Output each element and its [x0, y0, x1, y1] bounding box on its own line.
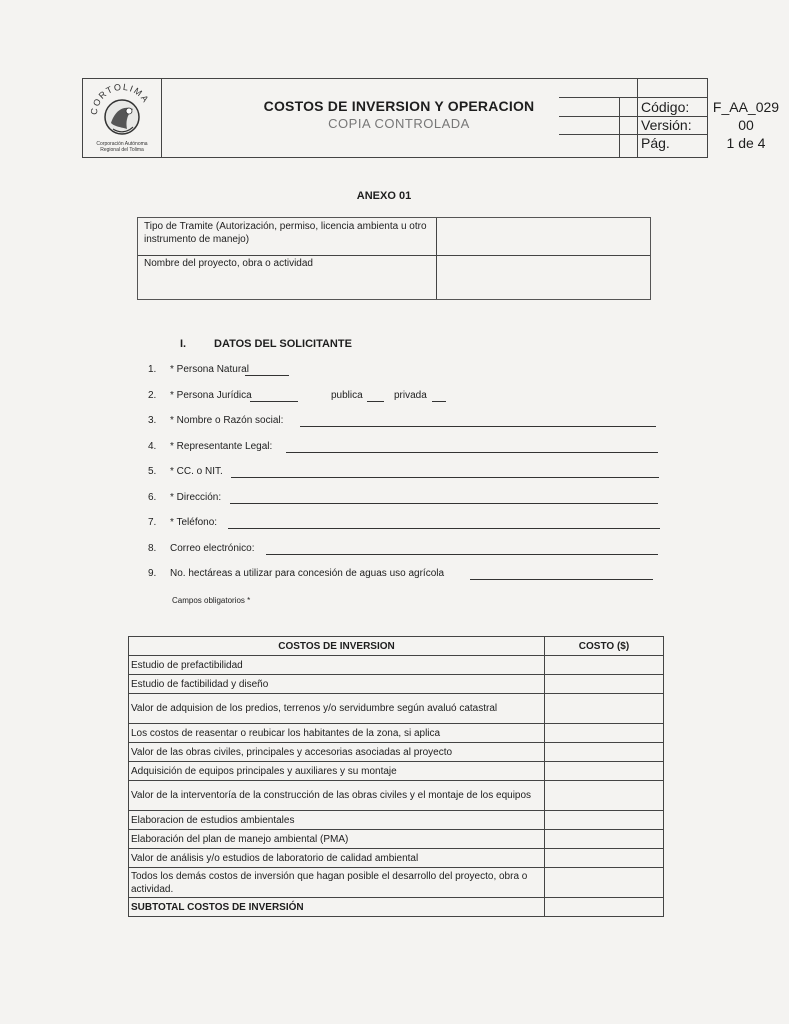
costos-inversion-header: COSTOS DE INVERSION	[129, 637, 545, 656]
table-row	[129, 811, 664, 830]
tramite-table	[137, 217, 651, 300]
cost-value-cell[interactable]	[545, 811, 664, 830]
section-title: DATOS DEL SOLICITANTE	[214, 338, 352, 350]
pag-value: 1 de 4	[726, 135, 766, 151]
divider	[559, 134, 707, 135]
logo-arc-text: CORTOLIMA	[89, 83, 152, 116]
divider	[619, 97, 620, 157]
persona-juridica-blank[interactable]	[250, 390, 298, 402]
field-label: * Nombre o Razón social:	[170, 415, 284, 426]
telefono-blank[interactable]	[228, 517, 660, 529]
section-number: I.	[180, 338, 187, 350]
divider	[436, 218, 437, 299]
table-row	[129, 656, 664, 675]
document-subtitle: COPIA CONTROLADA	[328, 116, 470, 131]
field-number: 7.	[148, 517, 157, 528]
cost-value-cell[interactable]	[545, 656, 664, 675]
costos-inversion-table	[128, 636, 664, 917]
field-number: 2.	[148, 390, 157, 401]
privada-label: privada	[394, 390, 427, 401]
anexo-title: ANEXO 01	[356, 190, 412, 202]
table-row	[129, 694, 664, 724]
field-label: * Teléfono:	[170, 517, 218, 528]
field-label: Correo electrónico:	[170, 543, 255, 554]
cost-item-label: Los costos de reasentar o reubicar los habitantes de la zona, si aplica	[129, 724, 545, 743]
cost-item-label: Valor de las obras civiles, principales y accesorias asociadas al proyecto	[129, 743, 545, 762]
field-label: * Persona Natural	[170, 364, 249, 375]
version-row	[637, 116, 789, 136]
table-row	[129, 830, 664, 849]
field-number: 8.	[148, 543, 157, 554]
cost-value-cell[interactable]	[545, 849, 664, 868]
cost-item-label: Valor de análisis y/o estudios de laboratorio de calidad ambiental	[129, 849, 545, 868]
field-number: 1.	[148, 364, 157, 375]
table-row	[129, 781, 664, 811]
field-label: * CC. o NIT.	[170, 466, 223, 477]
cost-value-cell[interactable]	[545, 724, 664, 743]
field-number: 3.	[148, 415, 157, 426]
cost-item-label: Elaboración del plan de manejo ambiental (PMA)	[129, 830, 545, 849]
document-header	[82, 78, 780, 158]
divider	[138, 255, 650, 256]
divider	[559, 116, 707, 117]
direccion-blank[interactable]	[230, 492, 658, 504]
logo-caption-1: Corporación Autónoma	[96, 141, 148, 147]
cost-item-label: Estudio de factibilidad y diseño	[129, 675, 545, 694]
table-row	[129, 868, 664, 898]
pag-row	[637, 134, 789, 154]
divider	[559, 97, 707, 98]
publica-label: publica	[331, 390, 363, 401]
table-row	[129, 743, 664, 762]
field-number: 4.	[148, 441, 157, 452]
table-row	[129, 675, 664, 694]
cost-value-cell[interactable]	[545, 694, 664, 724]
codigo-value: F_AA_029	[712, 99, 780, 115]
cortolima-logo	[89, 83, 155, 153]
codigo-row	[637, 98, 789, 118]
field-label: * Dirección:	[170, 492, 222, 503]
subtotal-label: SUBTOTAL COSTOS DE INVERSIÓN	[129, 898, 545, 917]
title-cell	[161, 79, 638, 157]
cc-nit-blank[interactable]	[231, 466, 659, 478]
pag-label: Pág.	[641, 135, 670, 151]
hectareas-blank[interactable]	[470, 568, 653, 580]
costo-header: COSTO ($)	[545, 637, 664, 656]
cost-value-cell[interactable]	[545, 830, 664, 849]
field-label: * Persona Jurídica	[170, 390, 252, 401]
privada-blank[interactable]	[432, 390, 446, 402]
cost-item-label: Adquisición de equipos principales y auxiliares y su montaje	[129, 762, 545, 781]
subtotal-row	[129, 898, 664, 917]
codigo-label: Código:	[641, 99, 690, 115]
cost-item-label: Valor de adquision de los predios, terrenos y/o servidumbre según avaluó catastral	[129, 694, 545, 724]
logo-caption-2: Regional del Tolima	[100, 147, 144, 153]
field-number: 5.	[148, 466, 157, 477]
table-row	[129, 762, 664, 781]
field-label: * Representante Legal:	[170, 441, 273, 452]
field-label: No. hectáreas a utilizar para concesión de aguas uso agrícola	[170, 568, 445, 579]
table-row	[129, 849, 664, 868]
subtotal-value-cell[interactable]	[545, 898, 664, 917]
version-value: 00	[738, 117, 754, 133]
persona-natural-blank[interactable]	[245, 364, 289, 376]
cost-value-cell[interactable]	[545, 781, 664, 811]
publica-option	[331, 390, 363, 404]
representante-legal-blank[interactable]	[286, 441, 658, 453]
cost-value-cell[interactable]	[545, 743, 664, 762]
cost-item-label: Estudio de prefactibilidad	[129, 656, 545, 675]
correo-blank[interactable]	[266, 543, 658, 555]
logo-cell	[83, 79, 162, 157]
required-fields-note: Campos obligatorios *	[172, 596, 251, 605]
table-row	[129, 724, 664, 743]
field-number: 6.	[148, 492, 157, 503]
tramite-type-label: Tipo de Tramite (Autorización, permiso, licencia ambienta u otro instrumento de manejo)	[144, 221, 427, 245]
cost-value-cell[interactable]	[545, 762, 664, 781]
cost-value-cell[interactable]	[545, 868, 664, 898]
version-label: Versión:	[641, 117, 692, 133]
document-meta	[637, 79, 780, 157]
document-title: COSTOS DE INVERSION Y OPERACION	[263, 98, 535, 114]
privada-option	[394, 390, 427, 404]
publica-blank[interactable]	[367, 390, 384, 402]
cortolima-emblem-icon	[89, 83, 155, 141]
cost-item-label: Valor de la interventoría de la construcción de las obras civiles y el montaje de los equipos	[129, 781, 545, 811]
project-name-label: Nombre del proyecto, obra o actividad	[144, 258, 313, 269]
cost-item-label: Elaboracion de estudios ambientales	[129, 811, 545, 830]
cost-value-cell[interactable]	[545, 675, 664, 694]
razon-social-blank[interactable]	[300, 415, 656, 427]
field-number: 9.	[148, 568, 157, 579]
table-header-row	[129, 637, 664, 656]
cost-item-label: Todos los demás costos de inversión que hagan posible el desarrollo del proyecto, obra o actividad.	[129, 868, 545, 898]
